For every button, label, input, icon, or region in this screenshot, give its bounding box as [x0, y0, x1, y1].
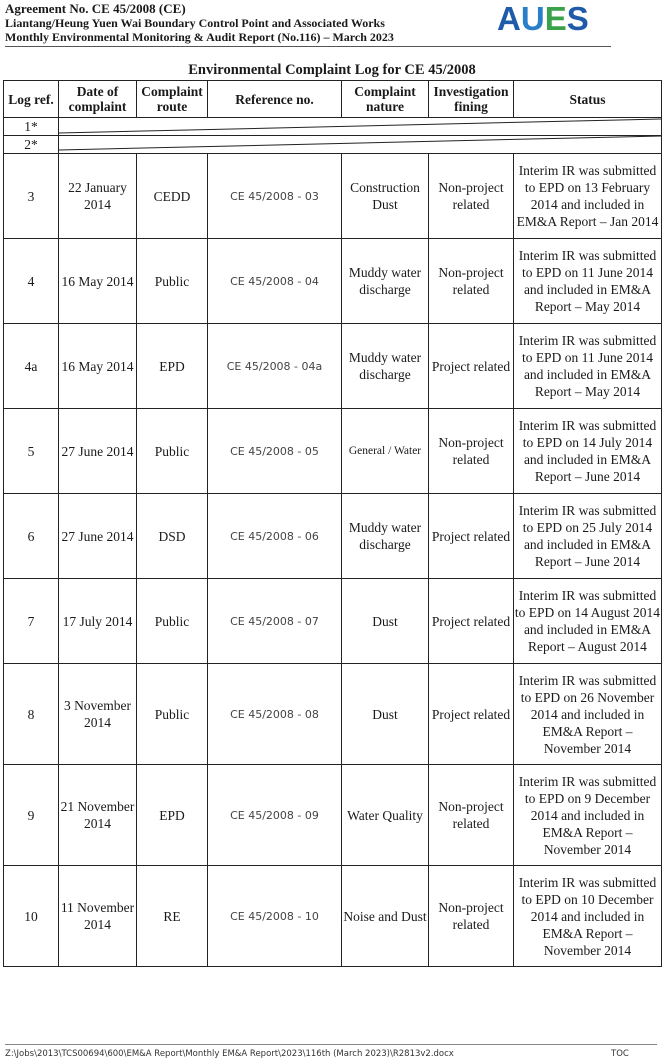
table-row — [4, 154, 662, 239]
cell-route: EPD — [137, 324, 208, 409]
cell-reference: CE 45/2008 - 10 — [208, 866, 342, 967]
footer-toc: TOC — [611, 1049, 629, 1059]
cell-date: 11 November 2014 — [59, 866, 137, 967]
cell-date: 3 November 2014 — [59, 664, 137, 765]
cell-route: DSD — [137, 494, 208, 579]
cell-route: RE — [137, 866, 208, 967]
cell-finding: Project related — [429, 324, 514, 409]
header-nature: Complaint nature — [342, 81, 429, 118]
cell-nature: Dust — [342, 579, 429, 664]
cell-date: 27 June 2014 — [59, 409, 137, 494]
cell-status: Interim IR was submitted to EPD on 26 November 2014 and included in EM&A Report – November 2014 — [514, 664, 662, 765]
cell-date: 21 November 2014 — [59, 765, 137, 866]
cell-reference: CE 45/2008 - 07 — [208, 579, 342, 664]
cell-nature: Noise and Dust — [342, 866, 429, 967]
table-row — [4, 239, 662, 324]
cell-log-ref: 8 — [4, 664, 59, 765]
blank-row-strike-lines — [59, 118, 661, 152]
cell-status: Interim IR was submitted to EPD on 11 June 2014 and included in EM&A Report – May 2014 — [514, 324, 662, 409]
cell-nature: Muddy water discharge — [342, 239, 429, 324]
cell-nature: Water Quality — [342, 765, 429, 866]
cell-route: Public — [137, 579, 208, 664]
cell-nature: Construction Dust — [342, 154, 429, 239]
table-row — [4, 494, 662, 579]
cell-date: 22 January 2014 — [59, 154, 137, 239]
cell-reference: CE 45/2008 - 09 — [208, 765, 342, 866]
cell-reference: CE 45/2008 - 05 — [208, 409, 342, 494]
table-row — [4, 579, 662, 664]
cell-finding: Project related — [429, 664, 514, 765]
footer-divider — [5, 1044, 657, 1045]
cell-route: Public — [137, 239, 208, 324]
cell-status: Interim IR was submitted to EPD on 14 July 2014 and included in EM&A Report – June 2014 — [514, 409, 662, 494]
header-log-ref: Log ref. — [4, 81, 59, 118]
cell-date: 27 June 2014 — [59, 494, 137, 579]
cell-finding: Non-project related — [429, 154, 514, 239]
agreement-number: Agreement No. CE 45/2008 (CE) — [5, 1, 186, 16]
cell-finding: Non-project related — [429, 866, 514, 967]
cell-reference: CE 45/2008 - 06 — [208, 494, 342, 579]
cell-reference: CE 45/2008 - 03 — [208, 154, 342, 239]
cell-date: 17 July 2014 — [59, 579, 137, 664]
cell-nature: General / Water — [342, 409, 429, 494]
table-row — [4, 765, 662, 866]
cell-date: 16 May 2014 — [59, 324, 137, 409]
table-header-row — [4, 81, 662, 118]
header-reference: Reference no. — [208, 81, 342, 118]
header-divider — [5, 46, 611, 47]
cell-log-ref: 4 — [4, 239, 59, 324]
header-status: Status — [514, 81, 662, 118]
cell-log-ref: 2* — [4, 136, 59, 154]
table-row — [4, 664, 662, 765]
cell-log-ref: 1* — [4, 118, 59, 136]
table-title: Environmental Complaint Log for CE 45/2008 — [188, 62, 476, 78]
cell-finding: Non-project related — [429, 765, 514, 866]
header-investigation: Investigation fining — [429, 81, 514, 118]
cell-reference: CE 45/2008 - 04a — [208, 324, 342, 409]
project-title: Liantang/Heung Yuen Wai Boundary Control Point and Associated Works — [5, 16, 385, 30]
cell-nature: Dust — [342, 664, 429, 765]
cell-status: Interim IR was submitted to EPD on 11 June 2014 and included in EM&A Report – May 2014 — [514, 239, 662, 324]
cell-route: Public — [137, 664, 208, 765]
aues-logo: AUES — [497, 0, 589, 37]
cell-nature: Muddy water discharge — [342, 324, 429, 409]
cell-log-ref: 5 — [4, 409, 59, 494]
complaint-log-table — [3, 80, 662, 967]
header-route: Complaint route — [137, 81, 208, 118]
table-row — [4, 324, 662, 409]
cell-status: Interim IR was submitted to EPD on 10 December 2014 and included in EM&A Report – November 2014 — [514, 866, 662, 967]
table-row — [4, 866, 662, 967]
cell-status: Interim IR was submitted to EPD on 13 February 2014 and included in EM&A Report – Jan 2014 — [514, 154, 662, 239]
table-row — [4, 409, 662, 494]
report-title: Monthly Environmental Monitoring & Audit Report (No.116) – March 2023 — [5, 30, 394, 44]
cell-log-ref: 7 — [4, 579, 59, 664]
cell-status: Interim IR was submitted to EPD on 25 July 2014 and included in EM&A Report – June 2014 — [514, 494, 662, 579]
cell-log-ref: 9 — [4, 765, 59, 866]
cell-status: Interim IR was submitted to EPD on 14 August 2014 and included in EM&A Report – August 2014 — [514, 579, 662, 664]
cell-route: CEDD — [137, 154, 208, 239]
cell-date: 16 May 2014 — [59, 239, 137, 324]
cell-finding: Non-project related — [429, 239, 514, 324]
cell-log-ref: 4a — [4, 324, 59, 409]
cell-log-ref: 3 — [4, 154, 59, 239]
header-date: Date of complaint — [59, 81, 137, 118]
cell-status: Interim IR was submitted to EPD on 9 December 2014 and included in EM&A Report – November 2014 — [514, 765, 662, 866]
cell-reference: CE 45/2008 - 04 — [208, 239, 342, 324]
cell-reference: CE 45/2008 - 08 — [208, 664, 342, 765]
file-path: Z:\Jobs\2013\TCS00694\600\EM&A Report\Monthly EM&A Report\2023\116th (March 2023)\R2813v2.docx — [5, 1049, 454, 1059]
cell-log-ref: 6 — [4, 494, 59, 579]
cell-finding: Non-project related — [429, 409, 514, 494]
cell-finding: Project related — [429, 494, 514, 579]
cell-route: EPD — [137, 765, 208, 866]
cell-finding: Project related — [429, 579, 514, 664]
cell-nature: Muddy water discharge — [342, 494, 429, 579]
cell-log-ref: 10 — [4, 866, 59, 967]
cell-route: Public — [137, 409, 208, 494]
